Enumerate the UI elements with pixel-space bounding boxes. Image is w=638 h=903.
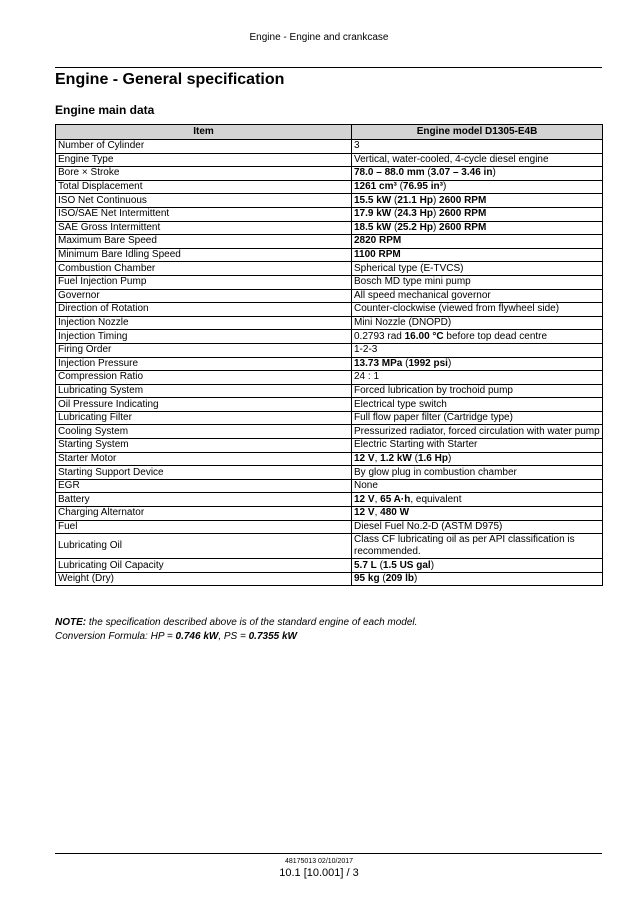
table.rows.3-segment: (: [396, 181, 403, 193]
table-row: [56, 248, 603, 262]
table-row: [56, 439, 603, 453]
formula-segment: , PS =: [218, 631, 249, 642]
table.rows.15-segment: 1-2-3: [354, 344, 378, 356]
table-row: [56, 316, 603, 330]
table.rows.16-segment: 13.73 MPa: [354, 357, 403, 369]
spec-item-label: Cooling System: [56, 425, 352, 439]
table.rows.4-segment: ): [432, 194, 440, 206]
spec-value: [352, 371, 603, 385]
table.rows.31-segment: 95 kg: [354, 573, 380, 585]
section-title: Engine main data: [55, 103, 155, 117]
table.rows.27-segment: 12 V: [354, 507, 375, 519]
spec-value: [352, 425, 603, 439]
spec-value: [352, 398, 603, 412]
table-row: [56, 411, 603, 425]
table-row: [56, 194, 603, 208]
table.rows.28-segment: Diesel Fuel No.2-D (ASTM D975): [354, 520, 503, 532]
page-reference: 10.1 [10.001] / 3: [279, 867, 359, 879]
table.rows.22-segment: Electric Starting with Starter: [354, 439, 478, 451]
table-row: [56, 262, 603, 276]
spec-item-label: Combustion Chamber: [56, 262, 352, 276]
table-row: [56, 479, 603, 493]
spec-item-label: Engine Type: [56, 153, 352, 167]
spec-item-label: EGR: [56, 479, 352, 493]
table-row: [56, 235, 603, 249]
table-row: [56, 275, 603, 289]
table.rows.23-segment: ,: [374, 452, 381, 464]
table.rows.2-segment: 3.07 – 3.46 in: [430, 167, 493, 179]
spec-value: [352, 275, 603, 289]
spec-item-label: Starting System: [56, 439, 352, 453]
spec-item-label: Lubricating Oil Capacity: [56, 559, 352, 573]
table.rows.29-segment: Class CF lubricating oil as per API classification is recommended.: [354, 534, 575, 558]
table.rows.23-segment: ): [447, 452, 452, 464]
table.rows.2-segment: ): [492, 167, 496, 179]
table.rows.31-segment: 209 lb: [385, 573, 415, 585]
note-line: [55, 616, 417, 630]
spec-value: [352, 235, 603, 249]
table-row: [56, 221, 603, 235]
spec-item-label: SAE Gross Intermittent: [56, 221, 352, 235]
column-header-item: Item: [56, 125, 352, 140]
spec-item-label: Lubricating System: [56, 384, 352, 398]
spec-item-label: Charging Alternator: [56, 507, 352, 521]
spec-item-label: Injection Timing: [56, 330, 352, 344]
table.rows.5-segment: (: [391, 208, 398, 220]
running-header: Engine - Engine and crankcase: [249, 32, 389, 43]
spec-value: [352, 140, 603, 154]
table.rows.26-segment: 65 A·h: [380, 493, 411, 505]
table.rows.24-segment: By glow plug in combustion chamber: [354, 466, 517, 478]
spec-item-label: Bore × Stroke: [56, 167, 352, 181]
table.rows.9-segment: Spherical type (E-TVCS): [354, 262, 464, 274]
spec-item-label: Compression Ratio: [56, 371, 352, 385]
spec-value: [352, 507, 603, 521]
spec-item-label: Direction of Rotation: [56, 303, 352, 317]
table-header-row: [56, 125, 603, 140]
table-row: [56, 507, 603, 521]
spec-value: [352, 180, 603, 194]
table.rows.5-segment: 24.3 Hp: [397, 208, 433, 220]
spec-value: [352, 207, 603, 221]
table.rows.31-segment: ): [414, 573, 418, 585]
column-header-engine-model: Engine model D1305-E4B: [352, 125, 603, 140]
table.rows.6-segment: 25.2 Hp: [397, 221, 433, 233]
spec-value: [352, 153, 603, 167]
spec-value: [352, 520, 603, 534]
spec-item-label: Battery: [56, 493, 352, 507]
table.rows.6-segment: ): [432, 221, 440, 233]
table.rows.11-segment: All speed mechanical governor: [354, 289, 491, 301]
table.rows.18-segment: Forced lubrication by trochoid pump: [354, 384, 513, 396]
spec-value: [352, 303, 603, 317]
table.rows.26-segment: , equivalent: [410, 493, 462, 505]
table.rows.4-segment: (: [391, 194, 398, 206]
table.rows.19-segment: Electrical type switch: [354, 398, 447, 410]
table.rows.6-segment: (: [391, 221, 398, 233]
table.rows.1-segment: Vertical, water-cooled, 4-cycle diesel engine: [354, 153, 549, 165]
table-row: [56, 330, 603, 344]
spec-value: [352, 330, 603, 344]
table.rows.30-segment: ): [430, 559, 435, 571]
spec-value: [352, 559, 603, 573]
table.rows.27-segment: ,: [374, 507, 381, 519]
table.rows.4-segment: 15.5 kW: [354, 194, 392, 206]
table.rows.26-segment: 12 V: [354, 493, 375, 505]
spec-value: [352, 384, 603, 398]
table.rows.14-segment: before top dead centre: [443, 330, 548, 342]
table-row: [56, 371, 603, 385]
spec-item-label: Governor: [56, 289, 352, 303]
table.rows.6-segment: 2600 RPM: [439, 221, 487, 233]
formula-segment: Conversion Formula: HP =: [55, 631, 176, 642]
spec-value: [352, 316, 603, 330]
table.rows.23-segment: 1.2 kW: [380, 452, 412, 464]
spec-value: [352, 439, 603, 453]
table.rows.10-segment: Bosch MD type mini pump: [354, 276, 471, 288]
formula-segment: 0.746 kW: [175, 631, 219, 642]
spec-item-label: Fuel: [56, 520, 352, 534]
table.rows.2-segment: 78.0 – 88.0 mm: [354, 167, 425, 179]
formula-segment: 0.7355 kW: [248, 631, 297, 642]
engine-spec-table: [55, 124, 603, 586]
spec-value: [352, 167, 603, 181]
table-row: [56, 534, 603, 559]
table.rows.5-segment: 17.9 kW: [354, 208, 392, 220]
table.rows.5-segment: 2600 RPM: [439, 208, 487, 220]
table.rows.16-segment: (: [402, 357, 409, 369]
table-row: [56, 572, 603, 586]
spec-item-label: Starter Motor: [56, 452, 352, 466]
table-row: [56, 466, 603, 480]
table.rows.2-segment: (: [424, 167, 431, 179]
spec-value: [352, 452, 603, 466]
table.rows.21-segment: Pressurized radiator, forced circulation with water pump: [354, 425, 600, 437]
spec-value: [352, 194, 603, 208]
table-row: [56, 140, 603, 154]
spec-item-label: Starting Support Device: [56, 466, 352, 480]
table.rows.16-segment: ): [447, 357, 452, 369]
spec-value: [352, 357, 603, 371]
spec-item-label: Weight (Dry): [56, 572, 352, 586]
spec-value: [352, 262, 603, 276]
note-label: NOTE:: [55, 617, 87, 628]
spec-item-label: Minimum Bare Idling Speed: [56, 248, 352, 262]
table.rows.23-segment: 12 V: [354, 452, 375, 464]
spec-item-label: Lubricating Filter: [56, 411, 352, 425]
table-body: [56, 140, 603, 586]
table.rows.14-segment: 0.2793 rad: [354, 330, 405, 342]
table.rows.23-segment: (: [411, 452, 418, 464]
spec-value: [352, 466, 603, 480]
table-row: [56, 559, 603, 573]
table.rows.4-segment: 2600 RPM: [439, 194, 487, 206]
spec-value: [352, 221, 603, 235]
spec-value: [352, 289, 603, 303]
table-row: [56, 289, 603, 303]
spec-item-label: Fuel Injection Pump: [56, 275, 352, 289]
spec-item-label: Number of Cylinder: [56, 140, 352, 154]
table.rows.27-segment: 480 W: [380, 507, 410, 519]
table-row: [56, 357, 603, 371]
spec-item-label: Oil Pressure Indicating: [56, 398, 352, 412]
table-row: [56, 180, 603, 194]
table.rows.3-segment: ): [442, 181, 447, 193]
spec-item-label: Firing Order: [56, 343, 352, 357]
spec-value: [352, 534, 603, 559]
spec-value: [352, 493, 603, 507]
table.rows.17-segment: 24 : 1: [354, 371, 380, 383]
table.rows.23-segment: 1.6 Hp: [417, 452, 448, 464]
document-id: 48175013 02/10/2017: [284, 858, 354, 865]
footer-divider: [55, 853, 602, 854]
spec-item-label: Injection Pressure: [56, 357, 352, 371]
table-row: [56, 207, 603, 221]
table.rows.8-segment: 1100 RPM: [354, 249, 401, 261]
table.rows.5-segment: ): [432, 208, 440, 220]
spec-value: [352, 248, 603, 262]
spec-value: [352, 411, 603, 425]
spec-value: [352, 343, 603, 357]
table.rows.7-segment: 2820 RPM: [354, 235, 402, 247]
table-row: [56, 343, 603, 357]
table-row: [56, 452, 603, 466]
table-row: [56, 303, 603, 317]
table.rows.13-segment: Mini Nozzle (DNOPD): [354, 317, 452, 329]
table.rows.3-segment: 76.95 in³: [402, 181, 443, 193]
table.rows.16-segment: 1992 psi: [408, 357, 448, 369]
table.rows.12-segment: Counter-clockwise (viewed from flywheel side): [354, 303, 560, 315]
table.rows.4-segment: 21.1 Hp: [397, 194, 433, 206]
table.rows.30-segment: 1.5 US gal: [382, 559, 431, 571]
table-row: [56, 167, 603, 181]
table.rows.6-segment: 18.5 kW: [354, 221, 392, 233]
spec-value: [352, 479, 603, 493]
spec-item-label: Maximum Bare Speed: [56, 235, 352, 249]
table.rows.0-segment: 3: [354, 140, 360, 152]
table.rows.14-segment: 16.00 °C: [404, 330, 444, 342]
spec-item-label: Lubricating Oil: [56, 534, 352, 559]
spec-item-label: Injection Nozzle: [56, 316, 352, 330]
table.rows.3-segment: 1261 cm³: [354, 181, 397, 193]
footnote: [55, 616, 417, 644]
table.rows.31-segment: (: [379, 573, 386, 585]
spec-item-label: ISO/SAE Net Intermittent: [56, 207, 352, 221]
conversion-formula: [55, 630, 417, 644]
note-text: the specification described above is of the standard engine of each model.: [86, 617, 418, 628]
table-row: [56, 493, 603, 507]
header-divider: [55, 67, 602, 68]
table.rows.30-segment: 5.7 L: [354, 559, 377, 571]
table-row: [56, 398, 603, 412]
table-row: [56, 384, 603, 398]
table-row: [56, 520, 603, 534]
table-row: [56, 425, 603, 439]
table.rows.20-segment: Full flow paper filter (Cartridge type): [354, 412, 513, 424]
table.rows.30-segment: (: [376, 559, 383, 571]
table.rows.26-segment: ,: [374, 493, 381, 505]
page-title: Engine - General specification: [55, 71, 285, 88]
spec-item-label: ISO Net Continuous: [56, 194, 352, 208]
table-row: [56, 153, 603, 167]
spec-value: [352, 572, 603, 586]
spec-item-label: Total Displacement: [56, 180, 352, 194]
table.rows.25-segment: None: [354, 480, 378, 492]
